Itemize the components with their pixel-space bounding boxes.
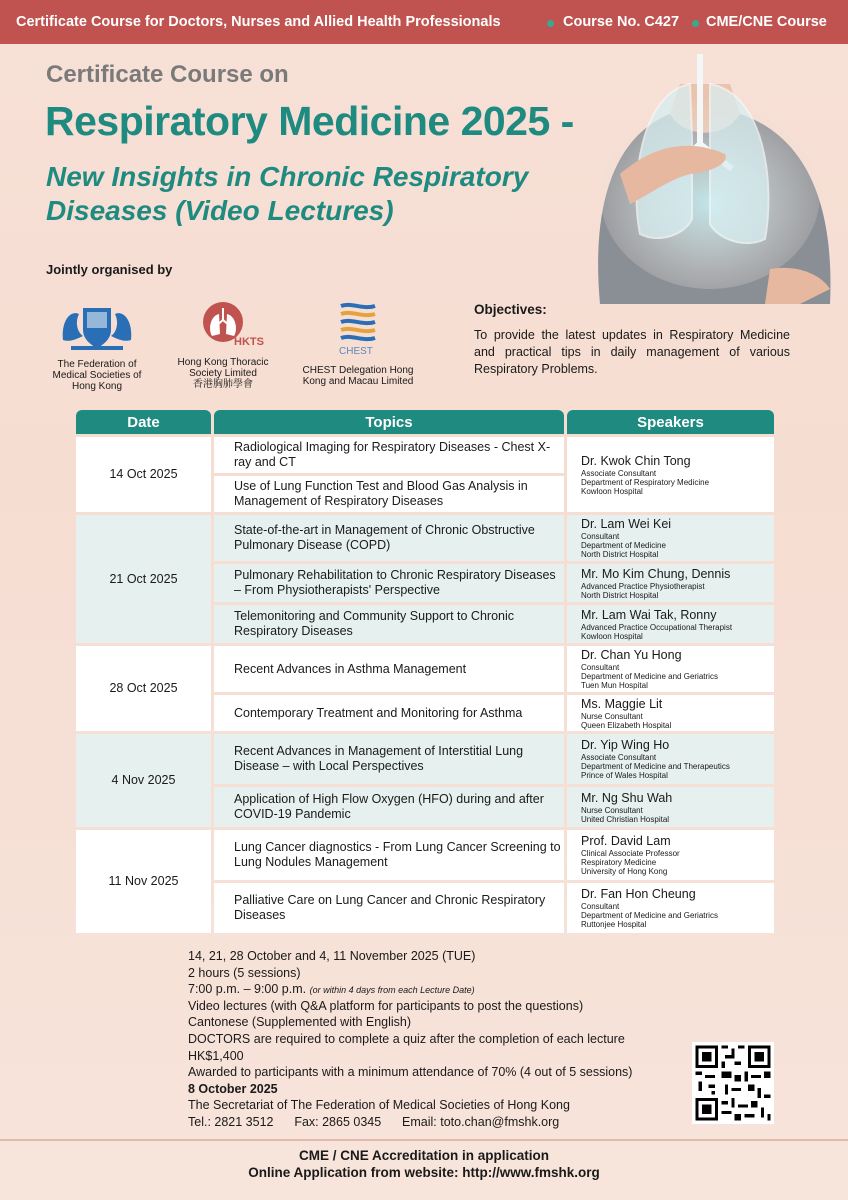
session-topic: Lung Cancer diagnostics - From Lung Cancer Screening to Lung Nodules Management <box>214 830 564 880</box>
session-topic: Pulmonary Rehabilitation to Chronic Respiratory Diseases – From Physiotherapists' Perspective <box>214 564 564 602</box>
table-row <box>76 437 774 473</box>
application-website-link[interactable]: Online Application from website: http://www.fmshk.org <box>248 1165 600 1180</box>
speaker-cell <box>567 564 774 602</box>
speaker-role: Clinical Associate Professor <box>581 849 680 858</box>
session-date: 4 Nov 2025 <box>76 734 211 827</box>
speaker-cell <box>567 787 774 827</box>
fmshk-crest-icon <box>57 300 137 352</box>
session-topic: Contemporary Treatment and Monitoring for Asthma <box>214 695 564 731</box>
speaker-role: Consultant <box>581 902 620 911</box>
detail-value: Video lectures (with Q&A platform for participants to post the questions) <box>188 998 584 1013</box>
session-topic: Telemonitoring and Community Support to Chronic Respiratory Diseases <box>214 605 564 643</box>
speaker-role: Advanced Practice Physiotherapist <box>581 581 705 591</box>
session-topic: State-of-the-art in Management of Chronic Obstructive Pulmonary Disease (COPD) <box>214 515 564 561</box>
speaker-cell <box>567 830 774 880</box>
header-topics: Topics <box>214 410 564 434</box>
speaker-cell <box>567 734 774 784</box>
speaker-name: Dr. Fan Hon Cheung <box>581 887 696 901</box>
speaker-role: Associate Consultant <box>581 468 657 478</box>
footer <box>0 1147 848 1181</box>
table-row <box>76 830 774 880</box>
detail-value-group <box>188 981 475 999</box>
speaker-cell <box>567 605 774 643</box>
detail-value: 7:00 p.m. – 9:00 p.m. <box>188 982 307 997</box>
top-banner <box>0 0 848 44</box>
speaker-role: United Christian Hospital <box>581 814 670 824</box>
header-date: Date <box>76 410 211 434</box>
speaker-role: Prince of Wales Hospital <box>581 771 668 780</box>
speaker-name: Dr. Yip Wing Ho <box>581 738 670 752</box>
organiser-name: The Federation of Medical Societies of Hong Kong <box>52 359 142 392</box>
accreditation-text: CME / CNE Accreditation in application <box>298 1148 550 1163</box>
detail-value: The Secretariat of The Federation of Medical Societies of Hong Kong <box>188 1098 570 1113</box>
speaker-role: Tuen Mun Hospital <box>581 681 648 690</box>
speaker-role: Consultant <box>581 663 620 672</box>
session-topic: Palliative Care on Lung Cancer and Chronic Respiratory Diseases <box>214 883 564 933</box>
detail-value: 14, 21, 28 October and 4, 11 November 2025 (TUE) <box>188 949 476 963</box>
lungs-icon <box>188 300 264 348</box>
chest-stripes-icon <box>333 300 383 356</box>
course-title: Respiratory Medicine 2025 - <box>45 98 574 144</box>
table-row <box>76 646 774 692</box>
speaker-name: Dr. Lam Wei Kei <box>581 517 672 531</box>
organiser-chest <box>290 300 426 387</box>
course-title-prefix: Certificate Course on <box>46 61 289 88</box>
speaker-role: Department of Medicine <box>581 541 666 550</box>
banner-dot <box>692 20 699 27</box>
banner-course-no: Course No. C427 <box>563 14 680 30</box>
session-topic: Radiological Imaging for Respiratory Diseases - Chest X-ray and CT <box>214 437 564 473</box>
detail-value: Awarded to participants with a minimum attendance of 70% (4 out of 5 sessions) <box>188 1065 633 1080</box>
speaker-role: Department of Medicine and Geriatrics <box>581 672 718 681</box>
speaker-cell <box>567 695 774 731</box>
qr-code-icon[interactable] <box>692 1042 774 1124</box>
footer-divider <box>0 1139 848 1141</box>
organiser-chinese-name: 香港胸肺學會 <box>193 379 253 390</box>
speaker-role: Consultant <box>581 532 620 541</box>
organiser-name: Hong Kong Thoracic Society Limited <box>177 357 269 379</box>
session-topic: Application of High Flow Oxygen (HFO) during and after COVID-19 Pandemic <box>214 787 564 827</box>
speaker-name: Mr. Lam Wai Tak, Ronny <box>581 607 717 622</box>
session-date: 28 Oct 2025 <box>76 646 211 731</box>
speaker-role: Respiratory Medicine <box>581 858 657 867</box>
organiser-hkts <box>168 300 278 390</box>
table-row <box>76 734 774 784</box>
session-date: 21 Oct 2025 <box>76 515 211 643</box>
speaker-name: Dr. Chan Yu Hong <box>581 648 682 662</box>
speaker-role: University of Hong Kong <box>581 867 668 876</box>
header-speakers: Speakers <box>567 410 774 434</box>
organisers-heading: Jointly organised by <box>46 262 173 277</box>
speaker-cell <box>567 437 774 512</box>
detail-value: DOCTORS are required to complete a quiz after the completion of each lecture <box>188 1031 625 1046</box>
speaker-role: Kowloon Hospital <box>581 631 643 641</box>
table-row <box>76 515 774 561</box>
banner-course-type: CME/CNE Course <box>706 14 827 30</box>
hkts-logo-text: HKTS <box>234 336 264 348</box>
banner-dot <box>547 20 554 27</box>
speaker-name: Mr. Mo Kim Chung, Dennis <box>581 566 731 581</box>
detail-value: 2 hours (5 sessions) <box>188 965 301 980</box>
detail-value: HK$1,400 <box>188 1048 244 1063</box>
detail-value: Cantonese (Supplemented with English) <box>188 1015 412 1030</box>
speaker-role: Associate Consultant <box>581 753 657 762</box>
course-subtitle: New Insights in Chronic Respiratory Diseases (Video Lectures) <box>46 161 529 226</box>
speaker-role: Department of Medicine and Geriatrics <box>581 911 718 920</box>
speaker-name: Dr. Kwok Chin Tong <box>581 453 691 468</box>
speaker-name: Prof. David Lam <box>581 834 671 848</box>
speaker-role: Advanced Practice Occupational Therapist <box>581 622 733 632</box>
speaker-role: Queen Elizabeth Hospital <box>581 720 672 730</box>
speaker-role: Department of Medicine and Therapeutics <box>581 762 730 771</box>
organiser-name: CHEST Delegation Hong Kong and Macau Limited <box>302 365 414 387</box>
speaker-role: Kowloon Hospital <box>581 486 643 496</box>
speaker-role: Department of Respiratory Medicine <box>581 477 710 487</box>
objectives-heading: Objectives: <box>474 302 547 317</box>
schedule-table <box>73 407 777 936</box>
speaker-name: Ms. Maggie Lit <box>581 696 663 711</box>
detail-note: (or within 4 days from each Lecture Date) <box>309 985 475 996</box>
lungs-hero-illustration <box>560 44 848 304</box>
organiser-fmshk <box>48 300 146 392</box>
chest-logo-text: CHEST <box>339 346 373 357</box>
session-topic: Use of Lung Function Test and Blood Gas Analysis in Management of Respiratory Diseases <box>214 476 564 512</box>
speaker-role: North District Hospital <box>581 590 659 600</box>
speaker-role: Nurse Consultant <box>581 805 643 815</box>
speaker-cell <box>567 646 774 692</box>
banner-audience: Certificate Course for Doctors, Nurses and Allied Health Professionals <box>16 14 501 30</box>
session-date: 11 Nov 2025 <box>76 830 211 933</box>
registration-deadline-value: 8 October 2025 <box>188 1081 278 1096</box>
speaker-cell <box>567 515 774 561</box>
speaker-role: North District Hospital <box>581 550 659 559</box>
speaker-role: Nurse Consultant <box>581 711 643 721</box>
speaker-name: Mr. Ng Shu Wah <box>581 790 673 805</box>
contact-value: Tel.: 2821 3512 Fax: 2865 0345 Email: toto.chan@fmshk.org <box>188 1114 560 1129</box>
speaker-role: Ruttonjee Hospital <box>581 920 647 929</box>
session-topic: Recent Advances in Asthma Management <box>214 646 564 692</box>
session-date: 14 Oct 2025 <box>76 437 211 512</box>
speaker-cell <box>567 883 774 933</box>
session-topic: Recent Advances in Management of Interstitial Lung Disease – with Local Perspectives <box>214 734 564 784</box>
objectives-text: To provide the latest updates in Respiratory Medicine and practical tips in daily management of various Respiratory Problems. <box>474 328 790 376</box>
